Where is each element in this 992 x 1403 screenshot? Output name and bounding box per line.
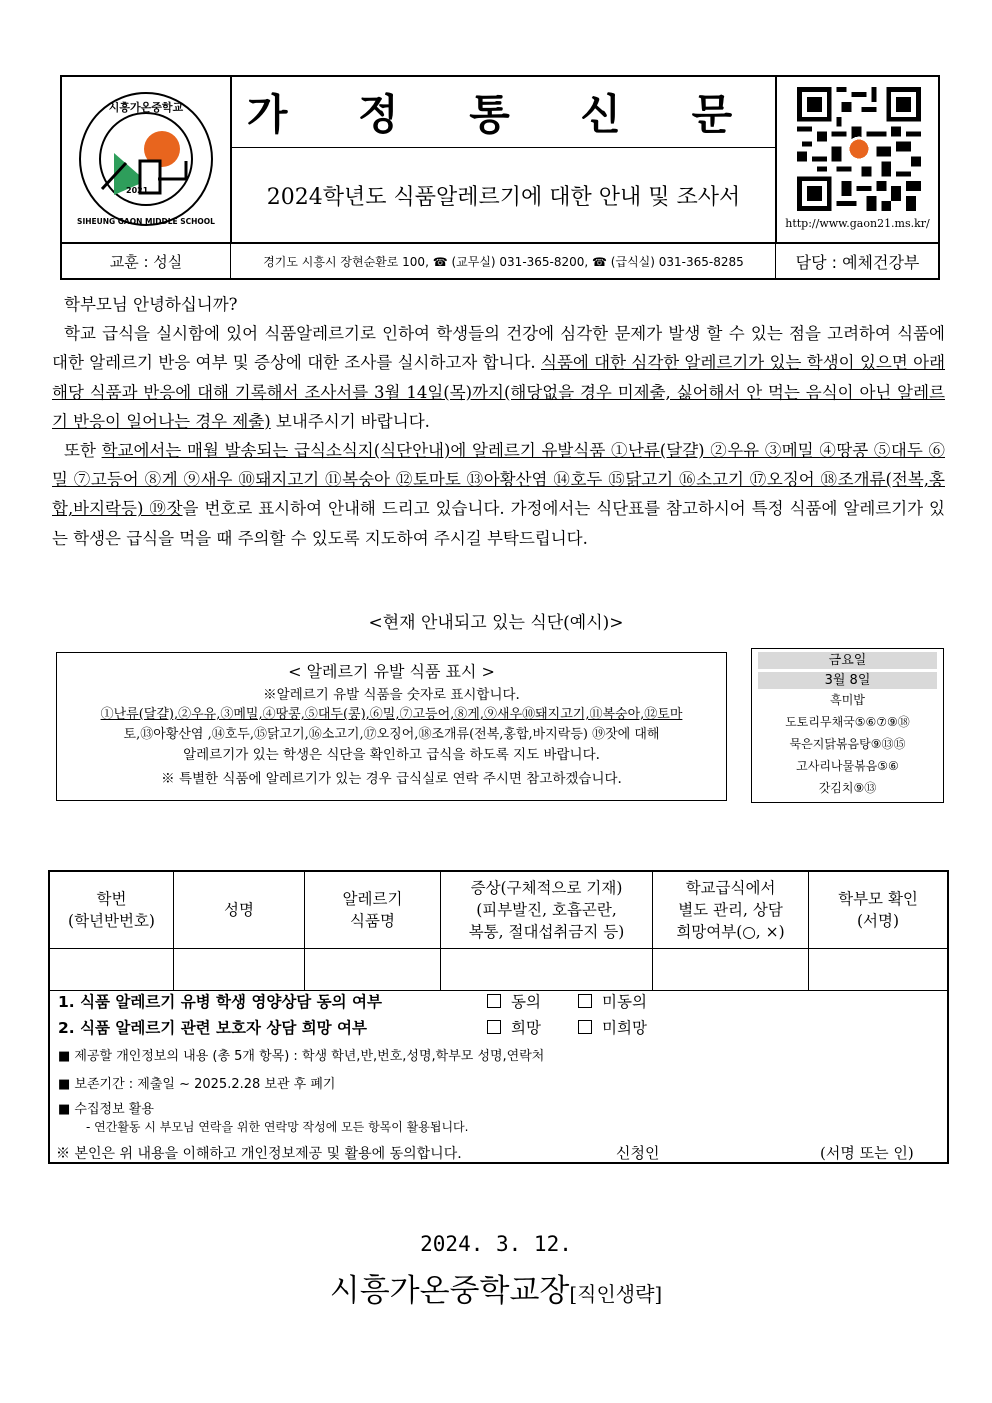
allergy-box-title: < 알레르기 유발 식품 표시 > bbox=[288, 662, 495, 681]
school-motto: 교훈 : 성실 bbox=[109, 252, 183, 271]
allergy-box-line-5: ※ 특별한 식품에 알레르기가 있는 경우 급식실로 연락 주시면 참고하겠습니다. bbox=[161, 771, 622, 787]
consent-statement: ※ 본인은 위 내용을 이해하고 개인정보제공 및 활용에 동의합니다. bbox=[56, 1146, 462, 1162]
privacy-usage-detail: - 연간활동 시 부모님 연락을 위한 연락망 작성에 모든 항목이 활용됩니다. bbox=[86, 1120, 469, 1134]
checkbox[interactable] bbox=[578, 994, 592, 1008]
allergen-list: 학교에서는 매월 발송되는 급식소식지(식단안내)에 알레르기 유발식품 ①난류(달걀) ②우유 ③메밀 ④땅콩 ⑤대두 ⑥밀 ⑦고등어 ⑧게 ⑨새우 ⑩돼지고기 ⑪복숭아 ⑫토마토 ⑬아황산염 ⑭호두 ⑮닭고기 ⑯소고기 ⑰오징어 ⑱조개류(전복,홍합,바지락등) ⑲잣 bbox=[52, 441, 945, 519]
logo-year: 2021 bbox=[126, 186, 149, 195]
applicant-label: 신청인 bbox=[616, 1144, 660, 1162]
seal-omitted: [직인생략] bbox=[569, 1282, 663, 1306]
allergy-box-line-3: 토,⑬아황산염 ,⑭호두,⑮닭고기,⑯소고기,⑰오징어,⑱조개류(전복,홍합,바지락등) ⑲잣에 대해 bbox=[123, 727, 660, 742]
q2-yes-label: 희망 bbox=[511, 1019, 541, 1037]
school-address: 경기도 시흥시 장현순환로 100, ☎ (교무실) 031-365-8200, ☎ (급식실) 031-365-8285 bbox=[263, 254, 744, 269]
principal-title: 시흥가온중학교장 bbox=[329, 1273, 570, 1309]
qr-code-icon[interactable] bbox=[797, 87, 921, 211]
header-allergy-food: 알레르기 식품명 bbox=[305, 872, 441, 948]
paragraph-1 bbox=[52, 319, 945, 436]
document-subtitle: 2024학년도 식품알레르기에 대한 안내 및 조사서 bbox=[266, 185, 741, 210]
allergy-food-field[interactable] bbox=[305, 948, 441, 990]
header-symptoms: 증상(구체적으로 기재) (피부발진, 호흡곤란, 복통, 절대섭취금지 등) bbox=[441, 872, 653, 948]
checkbox[interactable] bbox=[578, 1020, 592, 1034]
consult-request-field[interactable] bbox=[653, 948, 809, 990]
menu-item: 흑미밥 bbox=[830, 693, 865, 707]
header-student-number: 학번 (학년반번호) bbox=[50, 872, 174, 948]
q1-disagree-label: 미동의 bbox=[602, 993, 647, 1011]
menu-item: 갓김치⑨⑬ bbox=[818, 781, 877, 795]
school-url[interactable]: http://www.gaon21.ms.kr/ bbox=[785, 217, 930, 230]
privacy-usage: ■ 수집정보 활용 bbox=[58, 1102, 154, 1117]
paragraph-2-end: 을 번호로 표시하여 안내해 드리고 있습니다. 가정에서는 식단표를 참고하시어 특정 식품에 알레르기가 있는 학생은 급식을 먹을 때 주의할 수 있도록 지도하여 주시길 부탁드립니다. bbox=[52, 499, 945, 548]
logo-english-text: SIHEUNG GAON MIDDLE SCHOOL bbox=[77, 217, 215, 226]
qr-cell bbox=[777, 77, 938, 242]
symptoms-field[interactable] bbox=[441, 948, 653, 990]
paragraph-2-start: 또한 bbox=[64, 441, 102, 461]
menu-example-caption: <현재 안내되고 있는 식단(예시)> bbox=[368, 613, 624, 633]
principal-signature bbox=[0, 1265, 992, 1310]
paragraph-1-end: 보내주시기 바랍니다. bbox=[270, 411, 430, 431]
q1-disagree-option[interactable] bbox=[578, 990, 647, 1012]
allergy-notice-box bbox=[56, 652, 727, 801]
logo-korean-text: 시흥가온중학교 bbox=[108, 101, 184, 114]
sample-menu-box bbox=[751, 648, 944, 803]
q2-no-option[interactable] bbox=[578, 1016, 647, 1038]
question-1: 1. 식품 알레르기 유병 학생 영양상담 동의 여부 bbox=[58, 993, 382, 1011]
paragraph-1-intro: 학교 급식을 실시함에 있어 식품알레르기로 인하여 학생들의 건강에 심각한 문제가 발생 할 수 있는 점을 고려하여 식품에 대한 알레르기 반응 여부 및 증상에 대한 조사를 실시하고자 합니다. bbox=[52, 324, 945, 373]
student-number-field[interactable] bbox=[50, 948, 174, 990]
signature-label[interactable]: (서명 또는 인) bbox=[820, 1144, 914, 1162]
menu-item: 도토리무채국⑤⑥⑦⑨⑱ bbox=[785, 715, 910, 729]
letter-body bbox=[52, 290, 945, 553]
letter-header bbox=[60, 75, 940, 280]
header-name: 성명 bbox=[174, 872, 305, 948]
department-in-charge: 담당 : 예체건강부 bbox=[795, 252, 920, 272]
allergy-box-line-2: ①난류(달걀),②우유,③메밀,④땅콩,⑤대두(콩),⑥밀,⑦고등어,⑧게,⑨새우⑩돼지고기,⑪복숭아,⑫토마 bbox=[100, 707, 683, 722]
survey-form bbox=[48, 870, 949, 1164]
parent-signature-field[interactable] bbox=[809, 948, 948, 990]
allergy-box-line-1: ※알레르기 유발 식품을 숫자로 표시합니다. bbox=[263, 687, 520, 703]
menu-day: 금요일 bbox=[758, 652, 937, 669]
privacy-items: ■ 제공할 개인정보의 내용 (총 5개 항목) : 학생 학년,반,번호,성명,학부모 성명,연락처 bbox=[58, 1049, 545, 1064]
paragraph-1-request: 식품에 대한 심각한 알레르기가 있는 학생이 있으면 아래 해당 식품과 반응에 대해 기록해서 조사서를 3월 14일(목)까지(해당없을 경우 미제출, 싫어해서 안 먹는 음식이 아닌 알레르기 반응이 일어나는 경우 제출) bbox=[52, 353, 946, 431]
menu-date: 3월 8일 bbox=[758, 672, 937, 689]
question-2: 2. 식품 알레르기 관련 보호자 상담 희망 여부 bbox=[58, 1019, 367, 1037]
header-consult-request: 학교급식에서 별도 관리, 상담 희망여부(○, ×) bbox=[653, 872, 809, 948]
q1-agree-option[interactable] bbox=[487, 990, 541, 1012]
issue-date: 2024. 3. 12. bbox=[420, 1232, 572, 1256]
checkbox[interactable] bbox=[487, 1020, 501, 1034]
menu-item: 묵은지닭볶음탕⑨⑬⑮ bbox=[789, 737, 906, 751]
privacy-retention: ■ 보존기간 : 제출일 ~ 2025.2.28 보관 후 폐기 bbox=[58, 1077, 336, 1092]
checkbox[interactable] bbox=[487, 994, 501, 1008]
student-name-field[interactable] bbox=[174, 948, 305, 990]
allergy-box-line-4: 알레르기가 있는 학생은 식단을 확인하고 급식을 하도록 지도 바랍니다. bbox=[183, 747, 600, 763]
q1-agree-label: 동의 bbox=[511, 993, 541, 1011]
q2-yes-option[interactable] bbox=[487, 1016, 541, 1038]
school-logo bbox=[62, 77, 230, 242]
header-parent-signature: 학부모 확인 (서명) bbox=[809, 872, 948, 948]
paragraph-2 bbox=[52, 436, 945, 553]
document-title: 가 정 통 신 문 bbox=[246, 90, 761, 139]
greeting: 학부모님 안녕하십니까? bbox=[64, 295, 238, 314]
menu-item: 고사리나물볶음⑤⑥ bbox=[796, 759, 899, 773]
q2-no-label: 미희망 bbox=[602, 1019, 647, 1037]
